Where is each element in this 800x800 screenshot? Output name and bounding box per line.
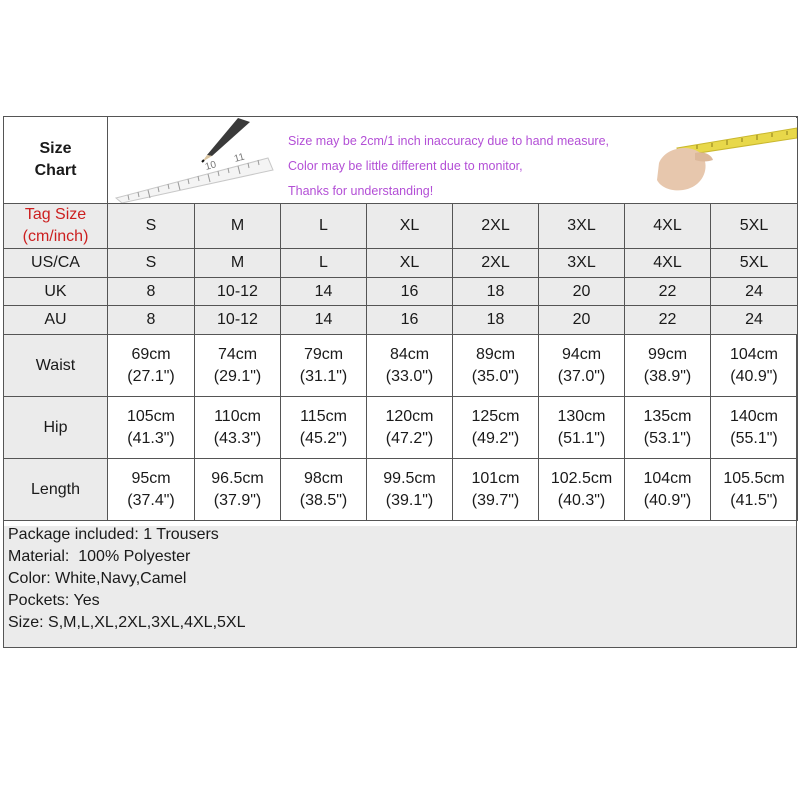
length-inch: (39.1") [385, 491, 434, 509]
au-cell: 24 [711, 306, 798, 335]
waist-inch: (29.1") [213, 367, 262, 385]
note-inaccuracy: Size may be 2cm/1 inch inaccuracy due to hand measure, [288, 133, 610, 148]
length-inch: (37.9") [213, 491, 262, 509]
waist-inch: (35.0") [471, 367, 520, 385]
length-cell [195, 459, 281, 521]
uk-cell: 18 [453, 278, 539, 306]
info-pockets: Pockets: Yes [8, 592, 100, 609]
note-thanks: Thanks for understanding! [288, 183, 434, 198]
us-ca-cell: L [281, 249, 367, 278]
tag-size-line-2: (cm/inch) [22, 228, 89, 245]
waist-cell [281, 335, 367, 397]
hip-cell [281, 397, 367, 459]
info-package: Package included: 1 Trousers [8, 526, 219, 543]
hip-cell [367, 397, 453, 459]
ruler-tick-10: 10 [203, 158, 218, 173]
size-chart-title [4, 117, 108, 204]
note-color: Color may be little different due to monitor, [288, 158, 523, 173]
waist-cm: 99cm [647, 345, 688, 363]
waist-cm: 84cm [389, 345, 430, 363]
hip-cm: 115cm [300, 407, 347, 425]
length-inch: (39.7") [471, 491, 520, 509]
length-cm: 98cm [303, 469, 344, 487]
waist-cm: 69cm [131, 345, 171, 363]
us-ca-cell: 2XL [453, 249, 539, 278]
length-cell [108, 459, 195, 521]
au-cell: 20 [539, 306, 625, 335]
hip-inch: (51.1") [557, 429, 606, 447]
length-cm: 101cm [471, 469, 520, 487]
length-cm: 104cm [643, 469, 692, 487]
us-ca-cell: XL [367, 249, 453, 278]
tag-size-label [4, 204, 108, 249]
waist-inch: (31.1") [299, 367, 348, 385]
info-color: Color: White,Navy,Camel [8, 570, 187, 587]
pencil-ruler-illustration [108, 118, 278, 203]
waist-cell [367, 335, 453, 397]
tag-size-cell: XL [367, 204, 453, 249]
tag-size-cell: S [108, 204, 195, 249]
length-cell [539, 459, 625, 521]
hip-inch: (41.3") [127, 429, 175, 447]
length-cell [281, 459, 367, 521]
waist-cm: 79cm [303, 345, 344, 363]
length-inch: (40.9") [643, 491, 692, 509]
length-inch: (40.3") [557, 491, 606, 509]
us-ca-cell: M [195, 249, 281, 278]
uk-cell: 20 [539, 278, 625, 306]
length-cell [711, 459, 798, 521]
waist-cell [625, 335, 711, 397]
uk-cell: 14 [281, 278, 367, 306]
row-label-length: Length [4, 459, 108, 521]
waist-cell [453, 335, 539, 397]
uk-cell: 22 [625, 278, 711, 306]
title-line-2: Chart [34, 162, 77, 179]
au-cell: 22 [625, 306, 711, 335]
waist-cell [539, 335, 625, 397]
ruler-tick-11: 11 [232, 151, 246, 165]
hip-cm: 105cm [126, 407, 176, 425]
info-sizes: Size: S,M,L,XL,2XL,3XL,4XL,5XL [8, 614, 246, 631]
hip-inch: (47.2") [385, 429, 434, 447]
us-ca-cell: 4XL [625, 249, 711, 278]
length-cell [453, 459, 539, 521]
row-label-us-ca: US/CA [4, 249, 108, 278]
hip-inch: (55.1") [730, 429, 778, 447]
length-cm: 99.5cm [383, 469, 436, 487]
hip-cm: 135cm [643, 407, 692, 425]
us-ca-cell: 3XL [539, 249, 625, 278]
us-ca-cell: 5XL [711, 249, 798, 278]
tag-size-cell: L [281, 204, 367, 249]
hip-cm: 125cm [471, 407, 520, 425]
uk-cell: 16 [367, 278, 453, 306]
hip-cm: 110cm [214, 407, 261, 425]
hip-cell [625, 397, 711, 459]
uk-cell: 10-12 [195, 278, 281, 306]
length-inch: (41.5") [730, 491, 778, 509]
tag-size-cell: 5XL [711, 204, 798, 249]
row-label-au: AU [4, 306, 108, 335]
waist-cell [195, 335, 281, 397]
hip-cm: 130cm [557, 407, 606, 425]
hip-cm: 120cm [385, 407, 434, 425]
info-material: Material: 100% Polyester [8, 548, 191, 565]
tag-size-cell: 2XL [453, 204, 539, 249]
uk-cell: 24 [711, 278, 798, 306]
length-inch: (38.5") [299, 491, 348, 509]
length-cm: 96.5cm [211, 469, 264, 487]
waist-inch: (33.0") [385, 367, 434, 385]
hip-cell [711, 397, 798, 459]
product-info-panel [3, 526, 797, 648]
waist-cm: 89cm [475, 345, 516, 363]
row-label-waist: Waist [4, 335, 108, 397]
measuring-tape-hand-illustration [637, 118, 797, 203]
length-cm: 105.5cm [723, 469, 785, 487]
length-cell [367, 459, 453, 521]
waist-cell [108, 335, 195, 397]
title-line-1: Size [39, 140, 72, 157]
row-label-uk: UK [4, 278, 108, 306]
row-label-hip: Hip [4, 397, 108, 459]
hip-cm: 140cm [729, 407, 779, 425]
waist-inch: (37.0") [557, 367, 606, 385]
waist-inch: (27.1") [127, 367, 175, 385]
us-ca-cell: S [108, 249, 195, 278]
waist-cell [711, 335, 798, 397]
hip-cell [453, 397, 539, 459]
hip-inch: (45.2") [299, 429, 348, 447]
au-cell: 8 [108, 306, 195, 335]
tag-size-line-1: Tag Size [24, 206, 87, 223]
hip-inch: (43.3") [213, 429, 262, 447]
waist-cm: 104cm [729, 345, 779, 363]
hip-cell [539, 397, 625, 459]
waist-inch: (38.9") [643, 367, 692, 385]
hip-cell [195, 397, 281, 459]
size-chart-table [3, 116, 798, 521]
tag-size-cell: M [195, 204, 281, 249]
length-inch: (37.4") [127, 491, 175, 509]
length-cm: 95cm [131, 469, 171, 487]
tag-size-cell: 3XL [539, 204, 625, 249]
waist-inch: (40.9") [730, 367, 778, 385]
au-cell: 10-12 [195, 306, 281, 335]
au-cell: 16 [367, 306, 453, 335]
au-cell: 14 [281, 306, 367, 335]
hip-cell [108, 397, 195, 459]
measurement-banner [108, 117, 798, 204]
hip-inch: (53.1") [643, 429, 692, 447]
hip-inch: (49.2") [471, 429, 520, 447]
waist-cm: 74cm [217, 345, 258, 363]
length-cm: 102.5cm [550, 469, 613, 487]
tag-size-cell: 4XL [625, 204, 711, 249]
length-cell [625, 459, 711, 521]
uk-cell: 8 [108, 278, 195, 306]
waist-cm: 94cm [561, 345, 602, 363]
au-cell: 18 [453, 306, 539, 335]
